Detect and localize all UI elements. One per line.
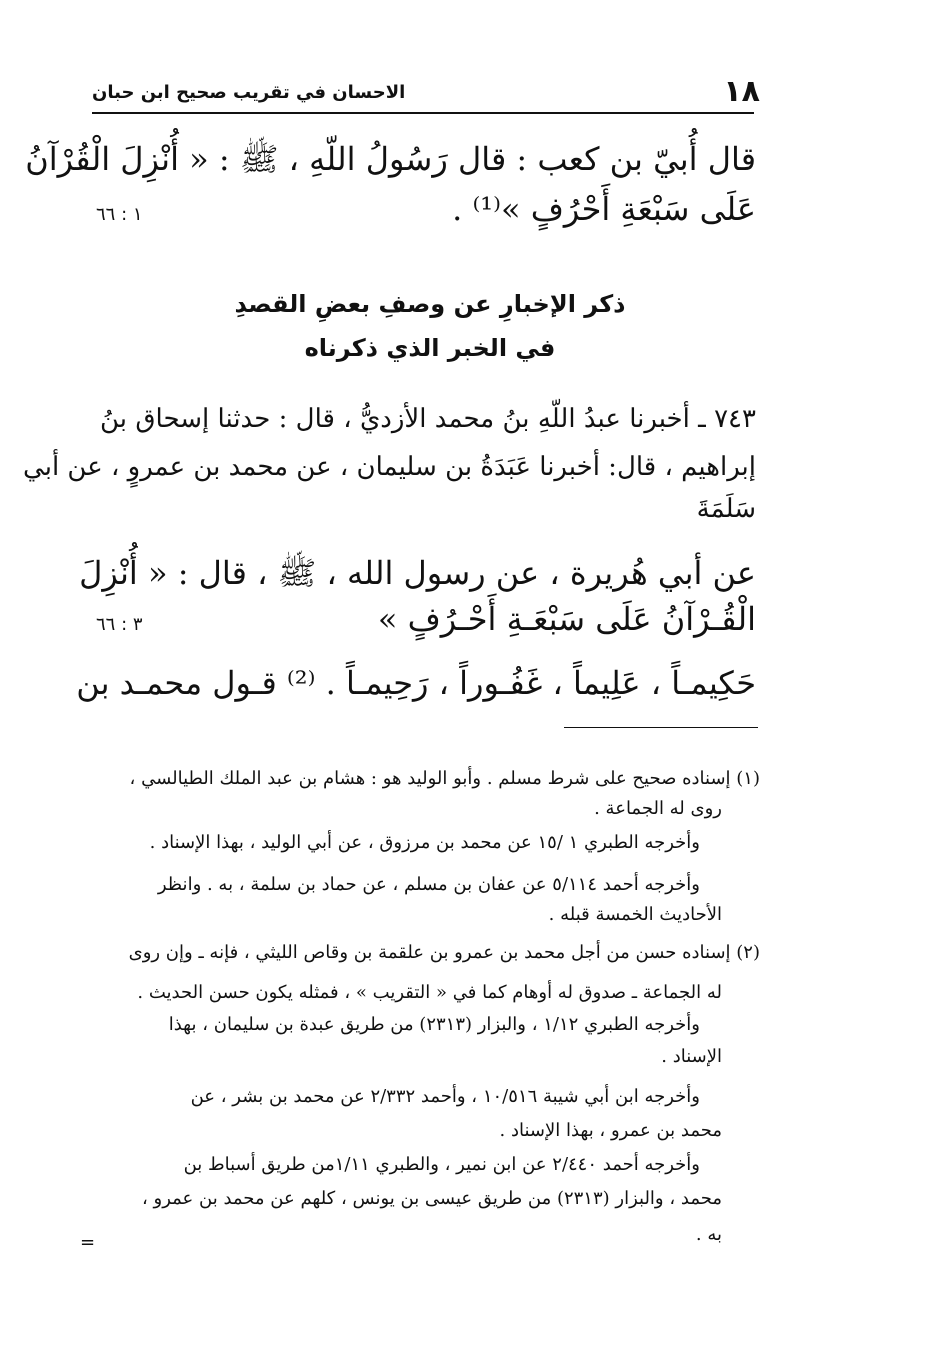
section-heading-line-1: ذكر الإخبارِ عن وصفِ بعضِ القصدِ — [234, 290, 626, 318]
footnote-line: وأخرجه الطبري ١/١٢ ، والبزار (٢٣١٣) من طريق عبدة بن سليمان ، بهذا — [168, 1014, 700, 1035]
footnote-line: روى له الجماعة . — [594, 798, 722, 819]
hadith-743-line-3: سَلَمَةَ — [696, 494, 756, 524]
footnote-line: به . — [695, 1224, 722, 1245]
header-rule — [92, 112, 754, 114]
footnote-line: وأخرجه الطبري ١ /١٥ عن محمد بن مرزوق ، عن أبي الوليد ، بهذا الإسناد . — [149, 832, 700, 853]
footnote-rule — [564, 727, 758, 728]
footnote-line: وأخرجه أحمد ٥/١١٤ عن عفان بن مسلم ، عن حماد بن سلمة ، به . وانظر — [157, 874, 700, 895]
footnote-line: (١) إسناده صحيح على شرط مسلم . وأبو الوليد هو : هشام بن عبد الملك الطيالسي ، — [129, 768, 760, 789]
book-title: الاحسان في تقريب صحيح ابن حبان — [92, 82, 406, 103]
hadith-1-line-2: عَلَى سَبْعَةِ أَحْرُفٍ »⁽¹⁾ . — [452, 190, 756, 228]
hadith-743-line-5: الْقُـرْآنُ عَلَى سَبْعَـةِ أَحْـرُفٍ » — [377, 600, 756, 638]
hadith-743-line-6: حَكِيمـاً ، عَلِيماً ، غَفُـوراً ، رَحِيمـاً . ⁽²⁾ قـول محمـد بن — [76, 664, 756, 702]
footnote-line: الإسناد . — [661, 1046, 722, 1067]
hadith-1-line-1: قال أُبيّ بن كعب : قال رَسُولُ اللّهِ ، ﷺ : « أُنْزِلَ الْقُرْآنُ — [25, 140, 756, 178]
footnote-line: محمد ، والبزار (٢٣١٣) من طريق عيسى بن يونس ، كلهم عن محمد بن عمرو ، — [141, 1188, 722, 1209]
hadith-743-line-1: ٧٤٣ ـ أخبرنا عبدُ اللّهِ بنُ محمد الأزديُّ ، قال : حدثنا إسحاق بنُ — [100, 404, 756, 434]
footnote-line: الأحاديث الخمسة قبله . — [548, 904, 722, 925]
footnote-line: له الجماعة ـ صدوق له أوهام كما في « التقريب » ، فمثله يكون حسن الحديث . — [137, 982, 722, 1003]
hadith-743-ref: ٣ : ٦٦ — [96, 614, 143, 635]
hadith-743-line-4: عن أبي هُريرة ، عن رسول الله ، ﷺ ، قال : « أُنْزِلَ — [79, 554, 756, 592]
continuation-mark: = — [80, 1232, 96, 1253]
hadith-743-line-2: إبراهيم ، قال: أخبرنا عَبَدَةُ بن سليمان ، عن محمد بن عمروٍ ، عن أبي — [23, 452, 756, 482]
page-number: ١٨ — [723, 74, 760, 109]
footnote-line: وأخرجه أحمد ٢/٤٤٠ عن ابن نمير ، والطبري ١/١١من طريق أسباط بن — [183, 1154, 700, 1175]
footnote-line: (٢) إسناده حسن من أجل محمد بن عمرو بن علقمة بن وقاص الليثي ، فإنه ـ وإن روى — [128, 942, 760, 963]
hadith-1-ref: ١ : ٦٦ — [96, 204, 143, 225]
section-heading-line-2: في الخبر الذي ذكرناه — [304, 334, 556, 362]
footnote-line: وأخرجه ابن أبي شيبة ١٠/٥١٦ ، وأحمد ٢/٣٣٢ عن محمد بن بشر ، عن — [190, 1086, 700, 1107]
footnote-line: محمد بن عمرو ، بهذا الإسناد . — [499, 1120, 722, 1141]
running-header — [92, 76, 760, 116]
